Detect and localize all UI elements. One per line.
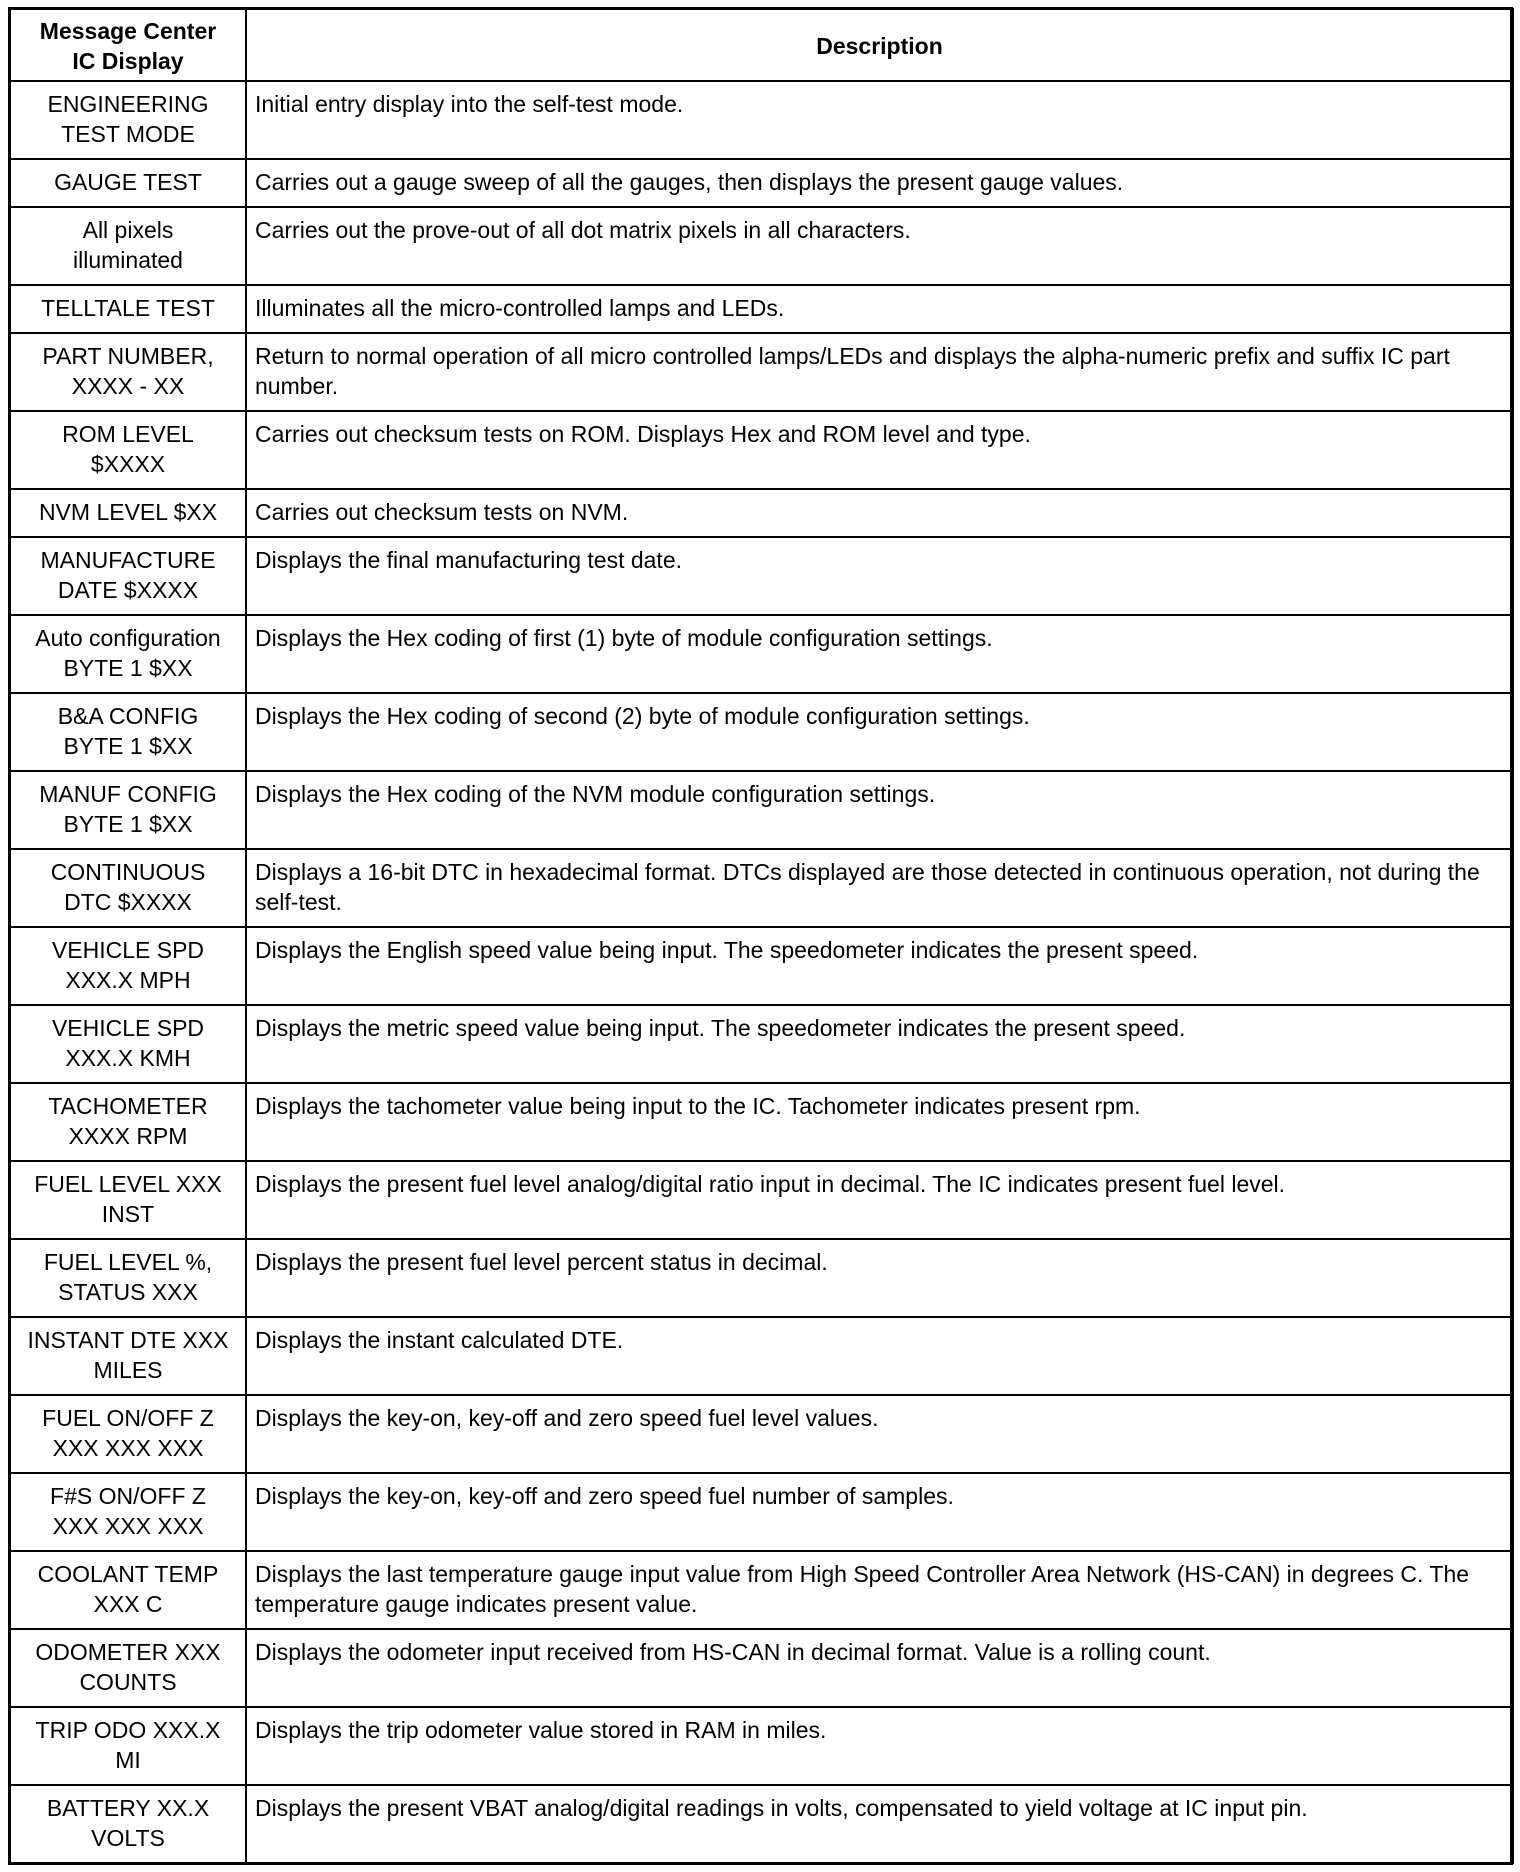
ic-display-line1: Auto configuration (35, 625, 221, 651)
table-row (10, 159, 1513, 207)
ic-display-line1: ENGINEERING (47, 91, 209, 117)
ic-display-line2: XXX.X MPH (65, 967, 191, 993)
ic-display-cell (10, 1005, 246, 1083)
ic-display-line2: BYTE 1 $XX (63, 811, 193, 837)
ic-display-cell (10, 1707, 246, 1785)
ic-display-cell (10, 615, 246, 693)
ic-display-cell (10, 159, 246, 207)
ic-display-line1: NVM LEVEL $XX (38, 499, 218, 525)
ic-display-line1: FUEL LEVEL XXX (34, 1171, 222, 1197)
table-row (10, 285, 1513, 333)
ic-display-line1: VEHICLE SPD (51, 937, 205, 963)
description-cell: Displays the metric speed value being input. The speedometer indicates the present speed. (246, 1005, 1513, 1083)
description-cell: Displays the key-on, key-off and zero speed fuel level values. (246, 1395, 1513, 1473)
ic-display-line1: FUEL LEVEL %, (43, 1249, 213, 1275)
ic-display-cell (10, 285, 246, 333)
description-cell: Return to normal operation of all micro controlled lamps/LEDs and displays the alpha-numeric prefix and suffix IC part number. (246, 333, 1513, 411)
description-cell: Displays the last temperature gauge input value from High Speed Controller Area Network (HS-CAN) in degrees C. The temperature gauge indicates present value. (246, 1551, 1513, 1629)
table-row (10, 1707, 1513, 1785)
ic-display-line1: INSTANT DTE XXX (27, 1327, 229, 1353)
ic-display-line2: STATUS XXX (58, 1279, 198, 1305)
ic-display-cell (10, 207, 246, 285)
description-cell: Displays the English speed value being input. The speedometer indicates the present speed. (246, 927, 1513, 1005)
description-cell: Displays the Hex coding of first (1) byte of module configuration settings. (246, 615, 1513, 693)
table-row (10, 207, 1513, 285)
ic-display-line1: TRIP ODO XXX.X (35, 1717, 221, 1743)
ic-display-line1: ODOMETER XXX (35, 1639, 221, 1665)
table-row (10, 1551, 1513, 1629)
ic-display-cell (10, 771, 246, 849)
ic-display-cell (10, 333, 246, 411)
ic-display-line1: F#S ON/OFF Z (50, 1483, 206, 1509)
description-cell: Displays a 16-bit DTC in hexadecimal format. DTCs displayed are those detected in continuous operation, not during the self-test. (246, 849, 1513, 927)
description-cell: Displays the instant calculated DTE. (246, 1317, 1513, 1395)
table-row (10, 1317, 1513, 1395)
ic-display-line2: BYTE 1 $XX (63, 733, 193, 759)
ic-display-line1: ROM LEVEL (62, 421, 194, 447)
ic-display-line1: B&A CONFIG (57, 703, 199, 729)
ic-display-line1: VEHICLE SPD (51, 1015, 205, 1041)
table-row (10, 1629, 1513, 1707)
ic-display-cell (10, 411, 246, 489)
header-row (10, 9, 1513, 81)
description-cell: Carries out the prove-out of all dot matrix pixels in all characters. (246, 207, 1513, 285)
table-row (10, 849, 1513, 927)
description-cell: Displays the odometer input received from HS-CAN in decimal format. Value is a rolling count. (246, 1629, 1513, 1707)
table-row (10, 489, 1513, 537)
description-cell: Displays the present fuel level percent status in decimal. (246, 1239, 1513, 1317)
ic-display-cell (10, 537, 246, 615)
description-cell: Displays the Hex coding of the NVM module configuration settings. (246, 771, 1513, 849)
description-cell: Displays the present fuel level analog/digital ratio input in decimal. The IC indicates present fuel level. (246, 1161, 1513, 1239)
table-row (10, 927, 1513, 1005)
ic-display-line2: illuminated (73, 247, 183, 273)
ic-display-line2: XXXX RPM (68, 1123, 188, 1149)
ic-display-line2: BYTE 1 $XX (63, 655, 193, 681)
ic-display-line2: DATE $XXXX (57, 577, 199, 603)
header-message-center (10, 9, 246, 81)
description-cell: Displays the final manufacturing test date. (246, 537, 1513, 615)
ic-display-line2: VOLTS (91, 1825, 165, 1851)
description-cell: Displays the Hex coding of second (2) byte of module configuration settings. (246, 693, 1513, 771)
ic-display-cell (10, 1551, 246, 1629)
ic-display-line1: COOLANT TEMP (37, 1561, 219, 1587)
ic-display-line2: MILES (93, 1357, 163, 1383)
ic-display-line1: MANUFACTURE (40, 547, 216, 573)
ic-display-cell (10, 849, 246, 927)
header-col1-line2: IC Display (72, 48, 184, 74)
ic-display-line1: FUEL ON/OFF Z (42, 1405, 214, 1431)
ic-display-cell (10, 1083, 246, 1161)
table-row (10, 333, 1513, 411)
ic-display-line2: XXX C (93, 1591, 163, 1617)
description-cell: Displays the trip odometer value stored in RAM in miles. (246, 1707, 1513, 1785)
table-row (10, 1473, 1513, 1551)
table-row (10, 1785, 1513, 1863)
table-row (10, 411, 1513, 489)
description-cell: Carries out checksum tests on NVM. (246, 489, 1513, 537)
description-cell: Illuminates all the micro-controlled lamps and LEDs. (246, 285, 1513, 333)
ic-display-line1: PART NUMBER, (42, 343, 214, 369)
ic-display-line2: COUNTS (79, 1669, 177, 1695)
table-row (10, 537, 1513, 615)
ic-display-line1: MANUF CONFIG (39, 781, 217, 807)
ic-display-line2: XXX XXX XXX (52, 1513, 204, 1539)
description-cell: Displays the tachometer value being input to the IC. Tachometer indicates present rpm. (246, 1083, 1513, 1161)
ic-display-cell (10, 693, 246, 771)
table-row (10, 1161, 1513, 1239)
table-row (10, 1083, 1513, 1161)
header-description: Description (246, 9, 1513, 81)
ic-display-line1: All pixels (82, 217, 174, 243)
table-row (10, 615, 1513, 693)
ic-display-line1: GAUGE TEST (54, 169, 202, 195)
table-body (10, 81, 1513, 1863)
header-col1-line1: Message Center (39, 18, 217, 44)
ic-display-cell (10, 1395, 246, 1473)
table-row (10, 1395, 1513, 1473)
ic-display-line1: TACHOMETER (48, 1093, 208, 1119)
ic-display-line2: MI (115, 1747, 141, 1773)
ic-display-line2: TEST MODE (61, 121, 195, 147)
description-cell: Initial entry display into the self-test mode. (246, 81, 1513, 159)
table-row (10, 693, 1513, 771)
description-cell: Carries out checksum tests on ROM. Displays Hex and ROM level and type. (246, 411, 1513, 489)
table-row (10, 771, 1513, 849)
ic-display-cell (10, 1161, 246, 1239)
ic-display-cell (10, 1239, 246, 1317)
table-row (10, 1005, 1513, 1083)
ic-display-line2: XXXX - XX (71, 373, 185, 399)
ic-display-line2: $XXXX (90, 451, 166, 477)
ic-display-cell (10, 489, 246, 537)
ic-display-line2: XXX XXX XXX (52, 1435, 204, 1461)
description-cell: Displays the key-on, key-off and zero speed fuel number of samples. (246, 1473, 1513, 1551)
ic-display-cell (10, 1473, 246, 1551)
table-row (10, 81, 1513, 159)
description-cell: Displays the present VBAT analog/digital readings in volts, compensated to yield voltage at IC input pin. (246, 1785, 1513, 1863)
ic-display-cell (10, 1317, 246, 1395)
ic-display-line1: CONTINUOUS (50, 859, 206, 885)
ic-display-line1: TELLTALE TEST (41, 295, 215, 321)
ic-display-line2: INST (101, 1201, 155, 1227)
ic-display-line1: BATTERY XX.X (46, 1795, 210, 1821)
ic-display-cell (10, 1629, 246, 1707)
ic-display-line2: DTC $XXXX (64, 889, 192, 915)
ic-display-cell (10, 1785, 246, 1863)
description-cell: Carries out a gauge sweep of all the gauges, then displays the present gauge values. (246, 159, 1513, 207)
ic-display-cell (10, 927, 246, 1005)
ic-display-cell (10, 81, 246, 159)
table-row (10, 1239, 1513, 1317)
ic-display-line2: XXX.X KMH (65, 1045, 191, 1071)
diagnostic-display-table (9, 8, 1514, 1864)
